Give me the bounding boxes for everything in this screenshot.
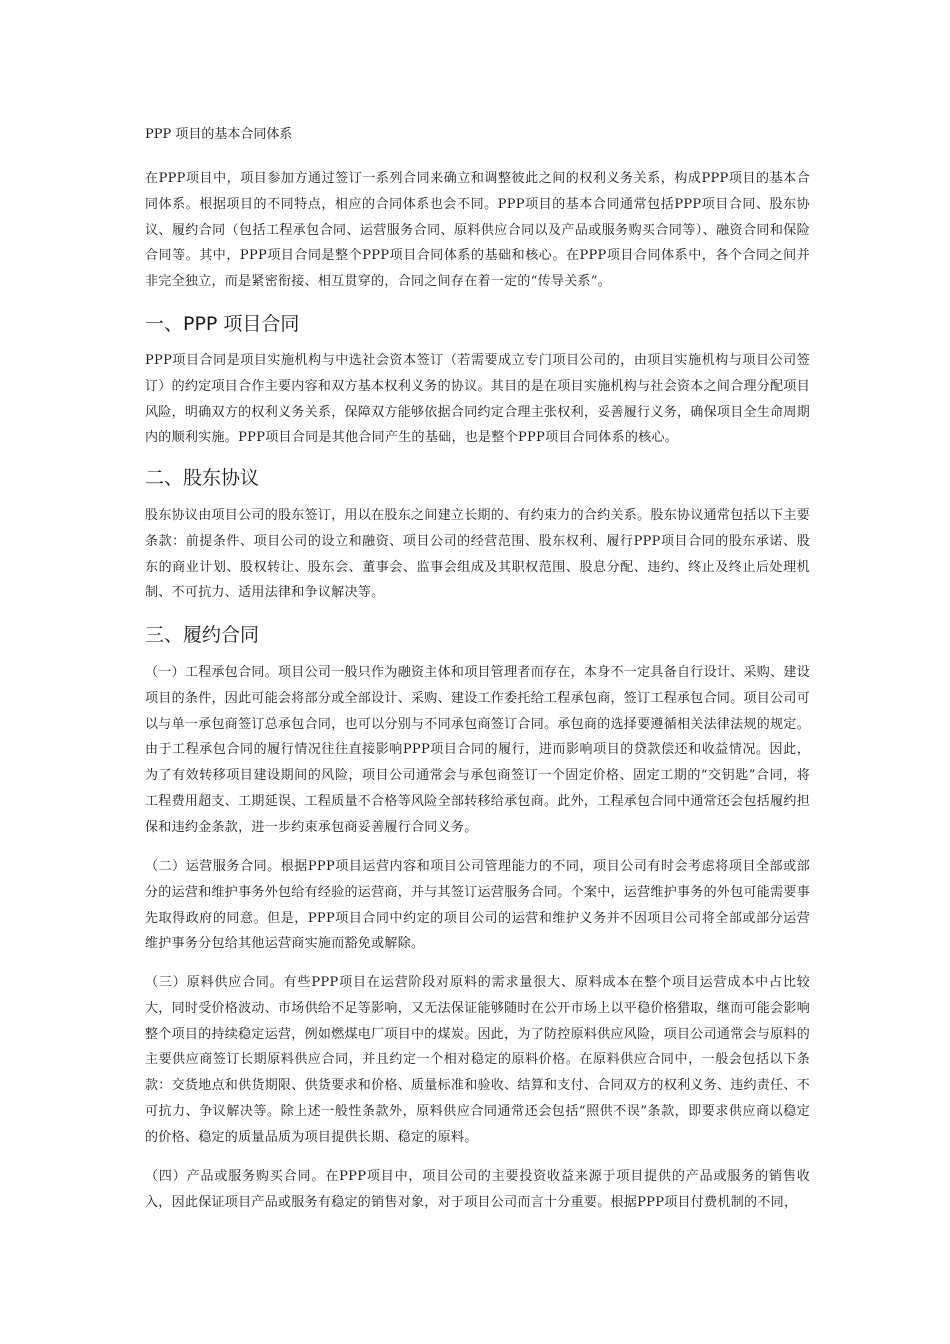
section-body-ppp-contract: PPP项目合同是项目实施机构与中选社会资本签订（若需要成立专门项目公司的，由项目实施机构与项目公司签订）的约定项目合作主要内容和双方基本权利义务的协议。其目的是在项目实施机构与社会资本之间合理分配项目风险，明确双方的权利义务关系，保障双方能够依据合同约定合理主张权利，妥善履行义务，确保项目全生命周期内的顺利实施。PPP项目合同是其他合同产生的基础，也是整个PPP项目合同体系的核心。 bbox=[145, 353, 811, 446]
section-body-shareholder-agreement: 股东协议由项目公司的股东签订，用以在股东之间建立长期的、有约束力的合约关系。股东协议通常包括以下主要条款：前提条件、项目公司的设立和融资、项目公司的经营范围、股东权利、履行PPP项目合同的股东承诺、股东的商业计划、股权转让、股东会、董事会、监事会组成及其职权范围、股息分配、违约、终止及终止后处理机制、不可抗力、适用法律和争议解决等。 bbox=[145, 508, 811, 601]
section-heading-ppp-contract: 一、PPP 项目合同 bbox=[145, 313, 300, 335]
paragraph-engineering-contract: （一）工程承包合同。项目公司一般只作为融资主体和项目管理者而存在，本身不一定具备自行设计、采购、建设项目的条件，因此可能会将部分或全部设计、采购、建设工作委托给工程承包商，签订工程承包合同。项目公司可以与单一承包商签订总承包合同，也可以分别与不同承包商签订合同。承包商的选择要遵循相关法律法规的规定。由于工程承包合同的履行情况往往直接影响PPP项目合同的履行，进而影响项目的贷款偿还和收益情况。因此，为了有效转移项目建设期间的风险，项目公司通常会与承包商签订一个固定价格、固定工期的“交钥匙”合同，将工程费用超支、工期延误、工程质量不合格等风险全部转移给承包商。此外，工程承包合同中通常还会包括履约担保和违约金条款，进一步约束承包商妥善履行合同义务。 bbox=[145, 665, 811, 835]
paragraph-raw-material-supply-contract: （三）原料供应合同。有些PPP项目在运营阶段对原料的需求量很大、原料成本在整个项目运营成本中占比较大，同时受价格波动、市场供给不足等影响，又无法保证能够随时在公开市场上以平稳价格猎取，继而可能会影响整个项目的持续稳定运营，例如燃煤电厂项目中的煤炭。因此，为了防控原料供应风险，项目公司通常会与原料的主要供应商签订长期原料供应合同，并且约定一个相对稳定的原料价格。在原料供应合同中，一般会包括以下条款：交货地点和供货期限、供货要求和价格、质量标准和验收、结算和支付、合同双方的权利义务、违约责任、不可抗力、争议解决等。除上述一般性条款外，原料供应合同通常还会包括“照供不误”条款，即要求供应商以稳定的价格、稳定的质量品质为项目提供长期、稳定的原料。 bbox=[145, 975, 811, 1145]
paragraph-product-service-purchase-contract: （四）产品或服务购买合同。在PPP项目中，项目公司的主要投资收益来源于项目提供的产品或服务的销售收入，因此保证项目产品或服务有稳定的销售对象，对于项目公司而言十分重要。根据PPP项目付费机制的不同， bbox=[145, 1169, 810, 1210]
document-title: PPP 项目的基本合同体系 bbox=[145, 127, 293, 142]
paragraph-operation-service-contract: （二）运营服务合同。根据PPP项目运营内容和项目公司管理能力的不同，项目公司有时会考虑将项目全部或部分的运营和维护事务外包给有经验的运营商，并与其签订运营服务合同。个案中，运营维护事务的外包可能需要事先取得政府的同意。但是，PPP项目合同中约定的项目公司的运营和维护义务并不因项目公司将全部或部分运营维护事务分包给其他运营商实施而豁免或解除。 bbox=[145, 859, 811, 952]
section-heading-performance-contracts: 三、履约合同 bbox=[145, 624, 260, 646]
section-heading-shareholder-agreement: 二、股东协议 bbox=[145, 467, 260, 489]
intro-paragraph: 在PPP项目中，项目参加方通过签订一系列合同来确立和调整彼此之间的权利义务关系，构成PPP项目的基本合同体系。根据项目的不同特点，相应的合同体系也会不同。PPP项目的基本合同通常包括PPP项目合同、股东协议、履约合同（包括工程承包合同、运营服务合同、原料供应合同以及产品或服务购买合同等）、融资合同和保险合同等。其中，PPP项目合同是整个PPP项目合同体系的基础和核心。在PPP项目合同体系中，各个合同之间并非完全独立，而是紧密衔接、相互贯穿的，合同之间存在着一定的“传导关系”。 bbox=[145, 171, 810, 290]
